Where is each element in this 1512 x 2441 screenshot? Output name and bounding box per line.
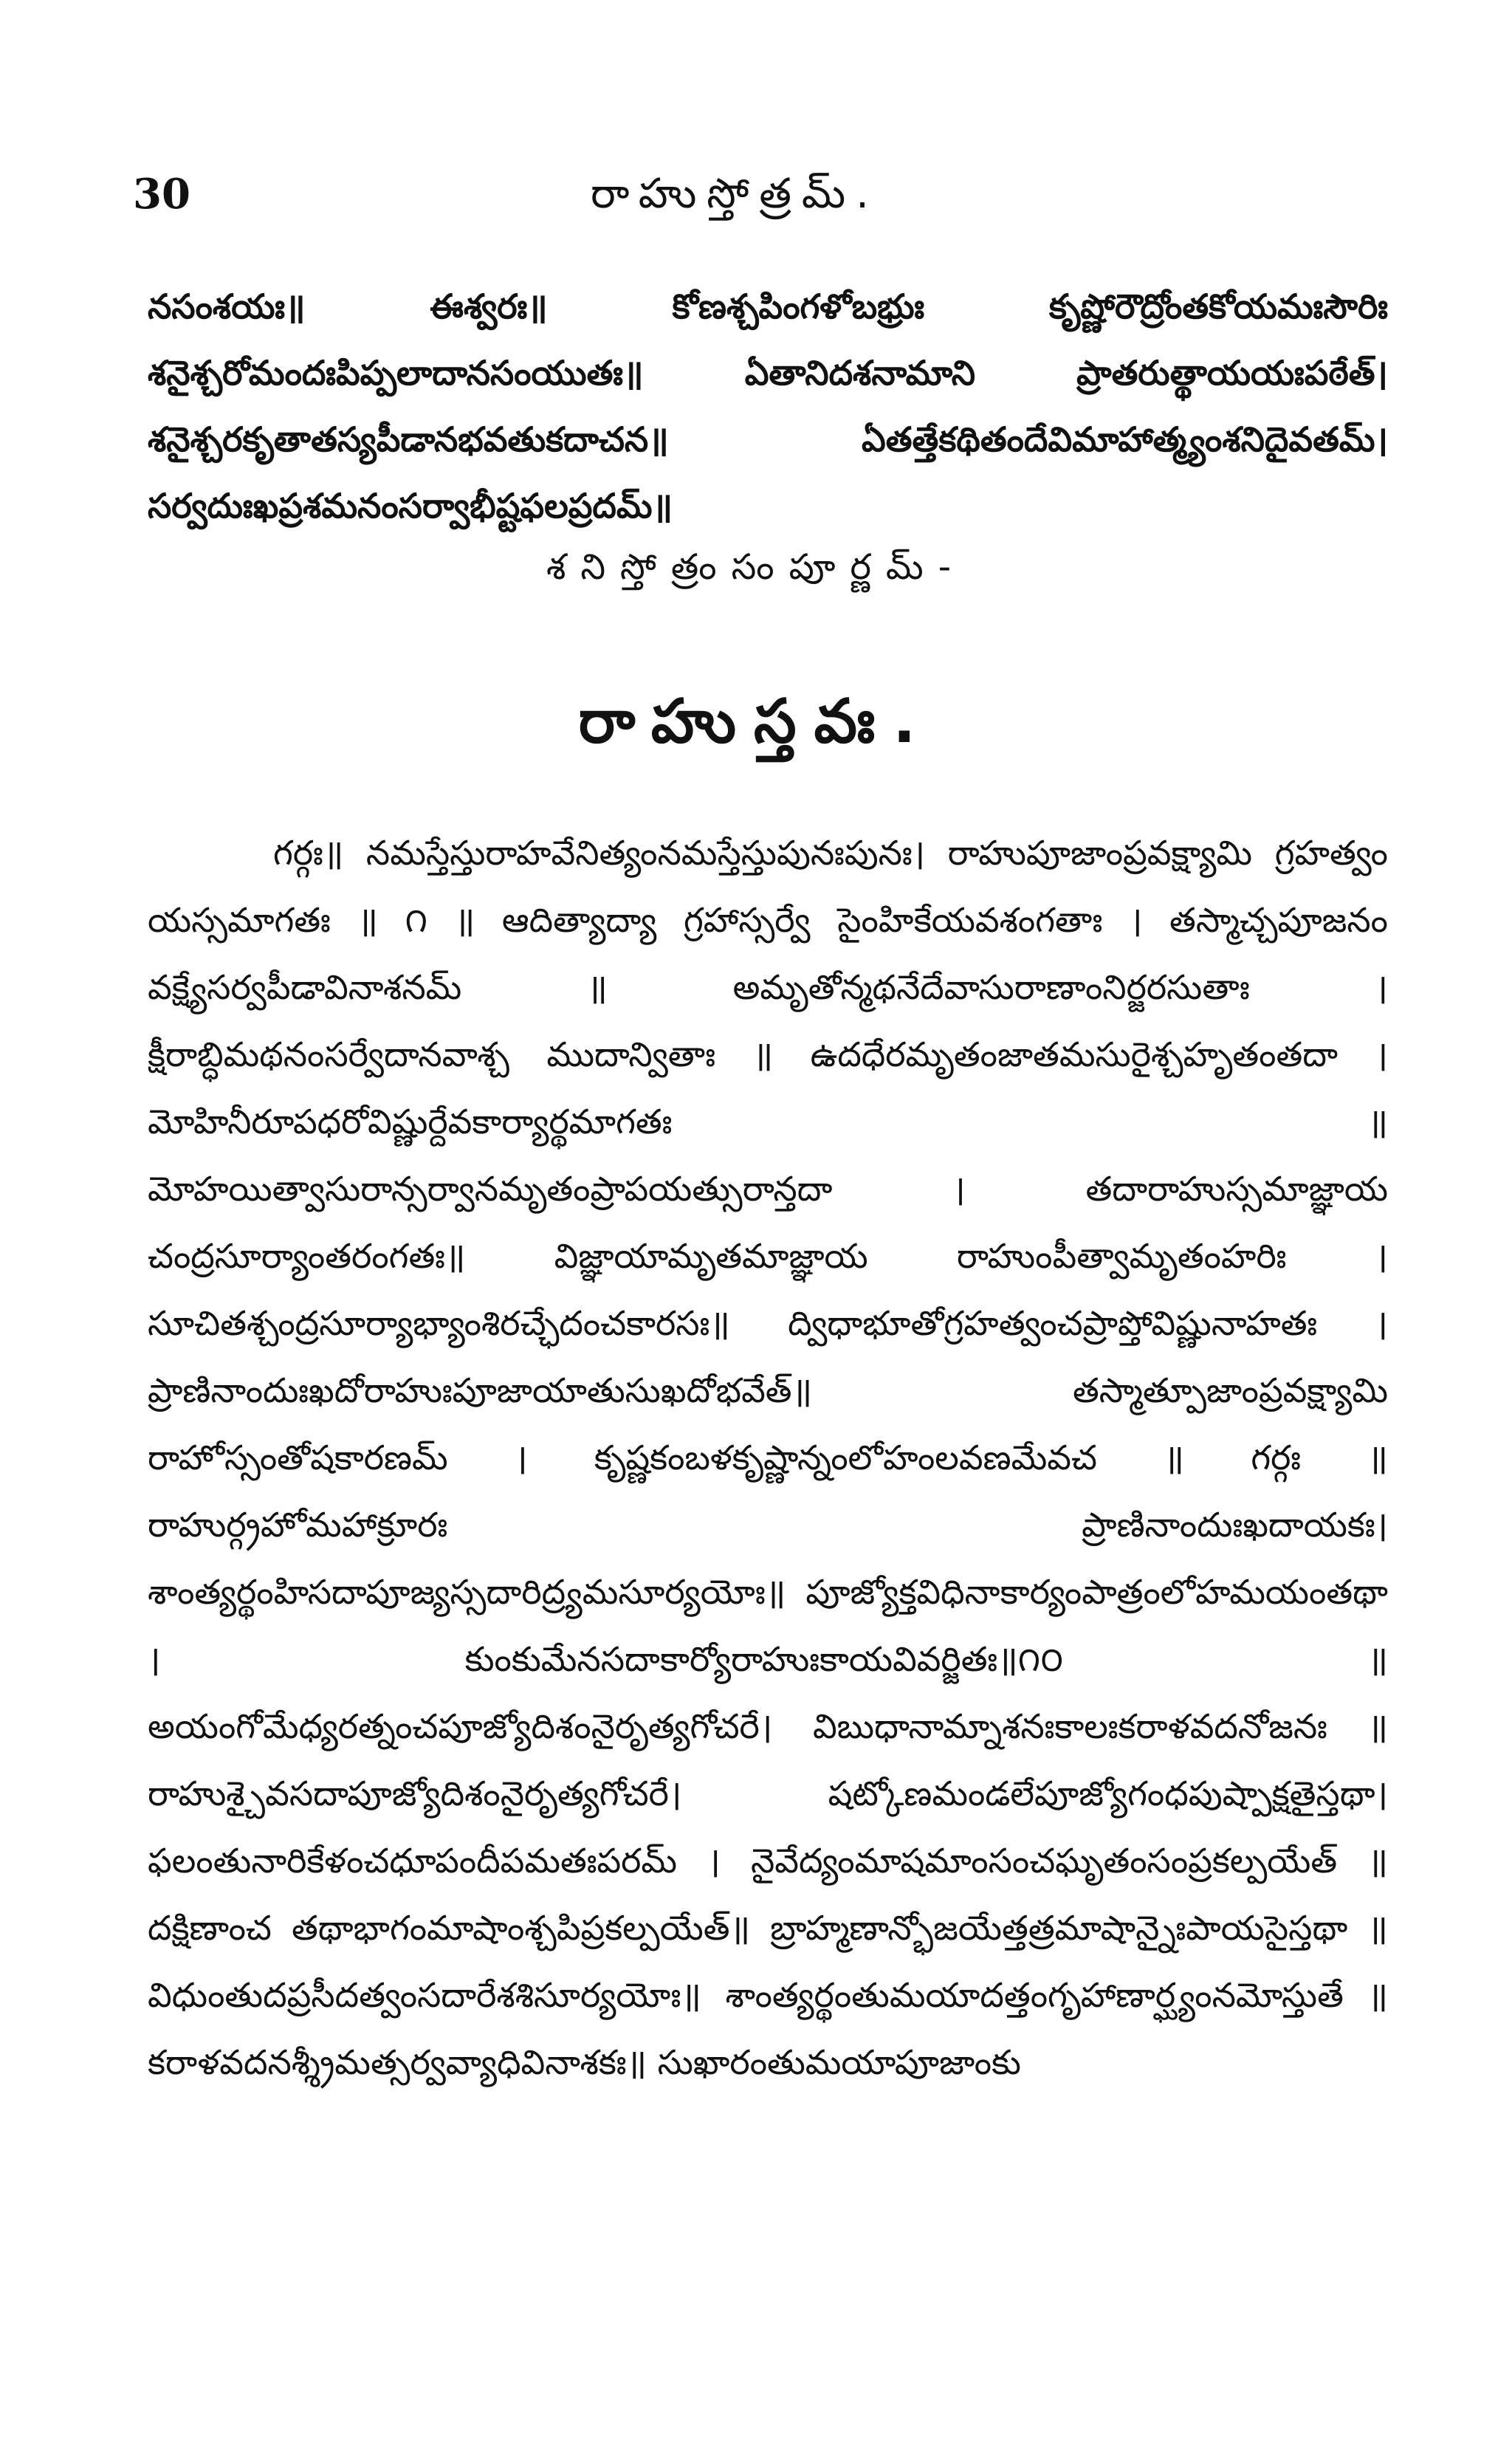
running-header [133, 170, 1388, 229]
section-title: రాహుస్తవః. [578, 687, 934, 757]
previous-hymn-closing-paragraph: నసంశయః॥ ఈశ్వరః॥ కోణశ్చపింగళోబభ్రుః కృష్ణోరౌద్రోంతకోయమఃసౌరిః శనైశ్చరోమందఃపిప్పలాదానసంయుతః॥ ఏతానిదశనామాని ప్రాతరుత్థాయయఃపఠేత్। శనైశ్చరకృతాతస్యపీడానభవతుకదాచన॥ ఏతత్తేకథితందేవిమాహాత్మ్యంశనిదైవతమ్। సర్వదుఃఖప్రశమనంసర్వాభీష్టఫలప్రదమ్॥ [148, 286, 1388, 526]
running-title: రాహుస్తోత్రమ్. [591, 170, 879, 218]
body-paragraph: గర్గః॥ నమస్తేస్తురాహవేనిత్యంనమస్తేస్తుపునఃపునః। రాహుపూజాంప్రవక్ష్యామి గ్రహత్వం యస్సమాగతః ॥ ౧ ॥ ఆదిత్యాద్యా గ్రహాస్సర్వే సైంహికేయవశంగతాః । తస్మాచ్చపూజనం వక్ష్యేసర్వపీడావినాశనమ్ ॥ అమృతోన్మథనేదేవాసురాణాంనిర్జరసుతాః । క్షీరాబ్ధిమథనంసర్వేదానవాశ్చ ముదాన్వితాః ॥ ఉదధేరమృతంజాతమసురైశ్చహృతంతదా । మోహినీరూపధరోవిష్ణుర్దేవకార్యార్థమాగతః ॥ మోహయిత్వాసురాన్సర్వానమృతంప్రాపయత్సురాన్తదా । తదారాహుస్సమాజ్ఞాయ చంద్రసూర్యాంతరంగతః॥ విజ్ఞాయామృతమాజ్ఞాయ రాహుంపీత్వామృతంహరిః । సూచితశ్చంద్రసూర్యాభ్యాంశిరచ్ఛేదంచకారసః॥ ద్విధాభూతోగ్రహత్వంచప్రాప్తోవిష్ణునాహతః । ప్రాణినాందుఃఖదోరాహుఃపూజాయాతుసుఖదోభవేత్॥ తస్మాత్పూజాంప్రవక్ష్యామి రాహోస్సంతోషకారణమ్ । కృష్ణకంబళకృష్ణాన్నంలోహంలవణమేవచ ॥ గర్గః ॥ రాహుర్గ్రహోమహాక్రూరః ప్రాణినాందుఃఖదాయకః। శాంత్యర్థంహిసదాపూజ్యస్సదారిద్ర్యమసూర్యయోః॥ పూజ్యోక్తవిధినాకార్యంపాత్రంలోహమయంతథా । కుంకుమేనసదాకార్యోరాహుఃకాయవివర్జితః॥౧౦ ॥ అయంగోమేధ్యరత్నంచపూజ్యోదిశంనైరృత్యగోచరే। విబుధానామ్నాశనఃకాలఃకరాళవదనోజనః ॥ రాహుశ్చైవసదాపూజ్యోదిశంనైరృత్యగోచరే। షట్కోణమండలేపూజ్యోగంధపుష్పాక్షతైస్తథా। ఫలంతునారికేళంచధూపందీపమతఃపరమ్ । నైవేద్యంమాషమాంసంచఘృతంసంప్రకల్పయేత్ ॥ దక్షిణాంచ తథాభాగంమాషాంశ్చపిప్రకల్పయేత్॥ బ్రాహ్మణాన్భోజయేత్తత్రమాషాన్నైఃపాయసైస్తథా ॥ విధుంతుదప్రసీదత్వంసదారేశశిసూర్యయోః॥ శాంత్యర్థంతుమయాదత్తంగృహాణార్ఘ్యంనమోస్తుతే ॥ కరాళవదనశ్శ్రీమత్సర్వవ్యాధివినాశకః॥ సుఖారంతుమయాపూజాంకు [148, 833, 1388, 2082]
hymn-end-note: శనిస్తోత్రంసంపూర్ణమ్- [546, 546, 966, 588]
page-number: 30 [133, 170, 190, 219]
